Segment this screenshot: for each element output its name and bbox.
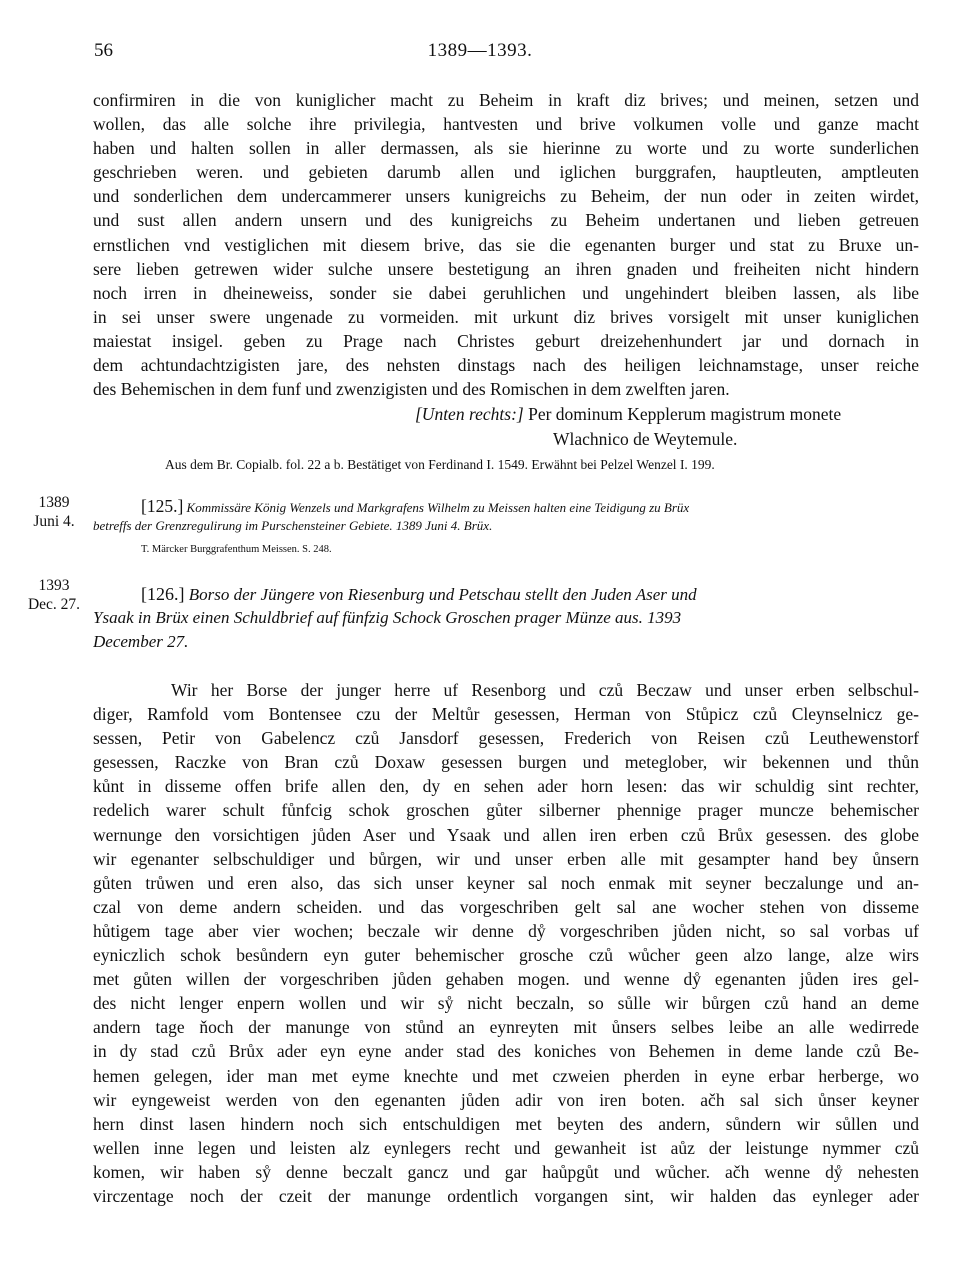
- text-line: des nicht lenger enpern wollen und wir sẙ nicht beczaln, so sůlle wir bůrgen czů hand an deme: [93, 993, 919, 1014]
- text-line: diger, Ramfold vom Bontensee czu der Meltůr gesessen, Herman von Stůpicz czů Cleynselnicz ge-: [93, 704, 919, 725]
- text-line: des Behemischen in dem funf und zwenzigisten und des Romischen in dem zwelften jaren.: [93, 379, 730, 400]
- text-line: redelich warer schult fůnfcig schok groschen gůter silberner phennige prager muncze behemischer: [93, 800, 919, 821]
- text-line: confirmiren in die von kuniglicher macht zu Beheim in kraft diz brives; und meinen, setzen und: [93, 90, 919, 110]
- entry-summary-line-1: Kommissäre König Wenzels und Markgrafens Wilhelm zu Meissen halten eine Teidigung zu Brüx: [186, 500, 690, 515]
- text-line: eyniczlich schok besůndern eyn guter behemischer grosche czů wůcher geen alzo lange, alze wirs: [93, 945, 919, 966]
- text-line: andern tage ňoch der manunge von stůnd an eynreyten mit ůnsers selbes leibe an alle wedirrede: [93, 1017, 919, 1038]
- entry-126-margin-date: [22, 576, 86, 614]
- entry-126-heading: [93, 582, 919, 654]
- text-line: wollen, das alle solche ihre privilegia, hantvesten und brive volkumen volle und ganze macht: [93, 114, 919, 135]
- text-line: wernunge den vorsichtigen jůden Aser und Ysaak und allen iren erben czů Brůx gesessen. des globe: [93, 824, 919, 845]
- text-line: in sei unser swere ungenade zu vormeiden. mit urkunt diz brives vorsigelt mit unser kuniglichen: [93, 306, 919, 327]
- margin-day: Juni 4.: [33, 513, 75, 530]
- charter-126-text: [93, 678, 919, 1208]
- text-line: virczentage noch der czeit der manunge ordentlich vorgangen sint, wir halden das eynleger ader: [93, 1185, 919, 1206]
- text-line: kůnt in disseme offen brife allen den, dy en sehen ader horn lesen: das wir schuldig sint rechter,: [93, 776, 919, 797]
- entry-number: [126.]: [141, 584, 185, 604]
- page-number: 56: [94, 40, 113, 61]
- source-citation: Aus dem Br. Copialb. fol. 22 a b. Bestätiget von Ferdinand I. 1549. Erwähnt bei Pelzel Wenzel I. 199.: [165, 457, 715, 472]
- entry-summary-line-3: December 27.: [93, 632, 189, 651]
- text-line: Wir her Borse der junger herre uf Resenborg und czů Beczaw und unser erben selbschul-: [171, 680, 919, 700]
- text-line: komen, wir haben sẙ denne beczalt gancz und gar haůpgůt und wůcher. ačh wenne dẙ nehesten: [93, 1161, 919, 1182]
- year-range-heading: 1389—1393.: [427, 40, 533, 61]
- entry-summary-line-2: betreffs der Grenzregulirung im Purschensteiner Gebiete. 1389 Juni 4. Brüx.: [93, 518, 493, 533]
- text-line: sere lieben getrewen wider sulche unsere bestetigung an ihren gnaden und freiheiten nicht hindern: [93, 258, 919, 279]
- text-line: ernstlichen vnd vestiglichen mit diesem brive, das sie die egenanten burger und stat zu Bruxe un-: [93, 234, 919, 255]
- charter-signature: [93, 402, 919, 451]
- text-line: wir egenanter selbschuldiger und bůrgen, wir und unser erben alle mit gesampter hand bey ůnsern: [93, 848, 919, 869]
- margin-year: 1389: [38, 494, 70, 511]
- text-line: hern dinst lasen hindern noch sich entschuldigen met beyten des andern, sůndern wir sůllen und: [93, 1113, 919, 1134]
- page-header: [0, 40, 960, 70]
- entry-source: T. Märcker Burggrafenthum Meissen. S. 248.: [141, 544, 332, 555]
- text-line: gesessen, Raczke von Bran czů Doxaw gesessen burgen und meteglober, wir bekennen und thůn: [93, 752, 919, 773]
- signature-location-note: [Unten rechts:]: [415, 404, 524, 424]
- signature-line-1: Per dominum Kepplerum magistrum monete: [528, 404, 842, 424]
- text-line: wellen inne legen und leisten alz eynlegers recht und gewanheit ist aůz der leistunge nymmer czů: [93, 1137, 919, 1158]
- text-line: noch irren in dheineweiss, sonder sie dabei geruhlichen und ungehindert bleiben lassen, als libe: [93, 282, 919, 303]
- text-line: met gůten willen der vorgeschriben jůden gehaben mogen. und wenne dẙ egenanten jůden ires gel-: [93, 969, 919, 990]
- text-line: hůtigem tage aber vier wochen; beczale wir denne dẙ vorgeschriben jůden nicht, so sal vorbas uf: [93, 920, 919, 941]
- text-line: gůten trůwen und eren also, das sich unser keyner sal noch enmak mit seyner beczalunge und an-: [93, 872, 919, 893]
- text-line: und sust allen andern unsern und des kunigreichs zu Beheim undertanen und lieben getreuen: [93, 210, 919, 231]
- entry-125: [93, 496, 919, 558]
- text-line: in dy stad czů Brůx ader eyn eyne ander stad des koniches von Behemen in deme lande czů Be-: [93, 1041, 919, 1062]
- text-line: hemen gelegen, ider man met eyme knechte und met czweien pherden in eyne erbar herberge, wo: [93, 1065, 919, 1086]
- entry-number: [125.]: [141, 496, 184, 516]
- text-line: wir eyngeweist werden von den egenanten jůden adir von iren boten. ačh sal sich ůnser keyner: [93, 1089, 919, 1110]
- entry-summary-line-2: Ysaak in Brüx einen Schuldbrief auf fünfzig Schock Groschen prager Münze aus. 1393: [93, 608, 682, 627]
- text-line: maiestat insigel. geben zu Prage nach Christes geburt dreizehenhundert jar und dornach in: [93, 330, 919, 351]
- entry-summary-line-1: Borso der Jüngere von Riesenburg und Petschau stellt den Juden Aser und: [188, 585, 697, 604]
- signature-line-2: Wlachnico de Weytemule.: [553, 428, 738, 449]
- text-line: dem achtundachtzigisten jare, des nehsten dinstags nach des heiligen leichnamstage, unser reiche: [93, 355, 919, 376]
- text-line: und sonderlichen dem undercammerer unsers kunigreichs zu Beheim, der nun oder in zeiten wirdet,: [93, 186, 919, 207]
- text-line: geschrieben weren. und gebieten darumb allen und iglichen burggrafen, hauptleuten, amptleuten: [93, 162, 919, 183]
- entry-125-margin-date: [22, 493, 86, 531]
- continued-charter-text: [93, 88, 919, 401]
- margin-day: Dec. 27.: [27, 596, 81, 613]
- text-line: haben und halten sollen in aller dermassen, als sie hierinne zu worte und zu worte sunderlichen: [93, 138, 919, 159]
- margin-year: 1393: [38, 577, 70, 594]
- text-line: czal von deme andern scheiden. und das vorgeschriben gelt sal ane wocher stehen von disseme: [93, 896, 919, 917]
- text-line: sessen, Petir von Gabelencz czů Jansdorf gesessen, Frederich von Reisen czů Leuthewenstorf: [93, 728, 919, 749]
